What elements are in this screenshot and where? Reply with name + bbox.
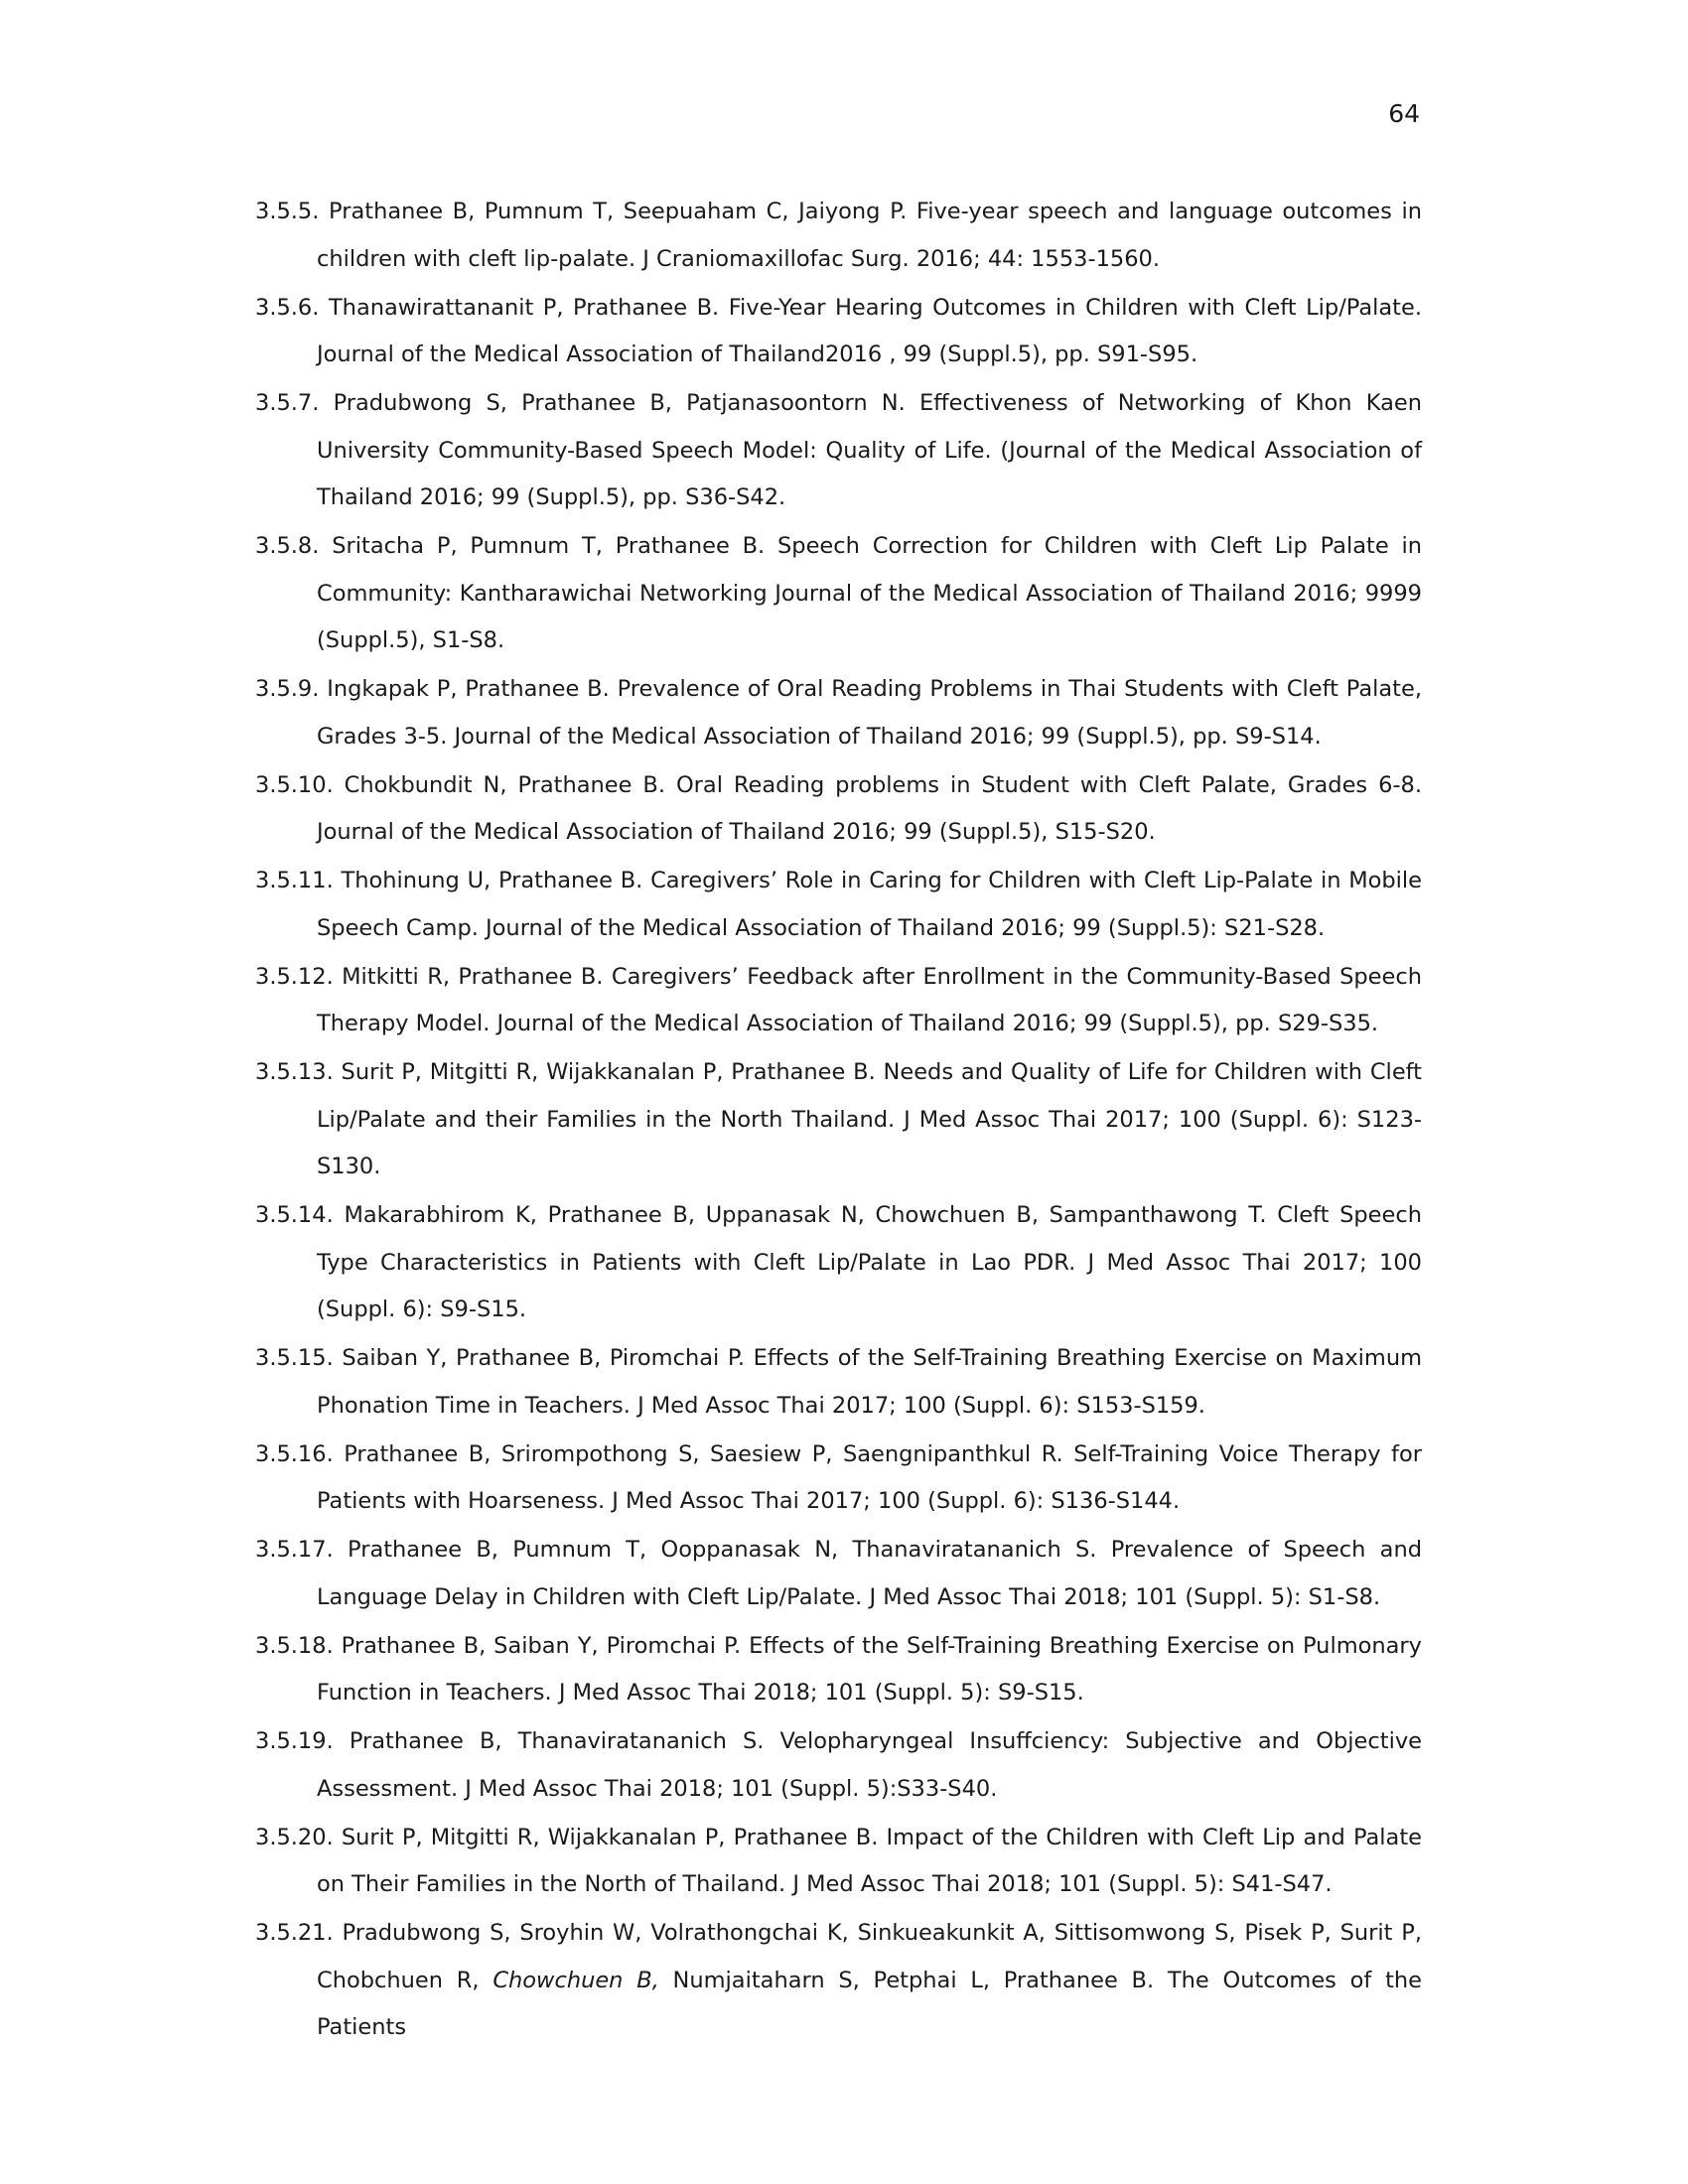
reference-number: 3.5.13. [255, 1059, 334, 1085]
reference-number: 3.5.19. [255, 1728, 334, 1754]
reference-item [255, 1192, 1422, 1334]
reference-text: Sritacha P, Pumnum T, Prathanee B. Speech Correction for Children with Cleft Lip Palate in Community: Kantharawichai Networking Journal of the Medical Association of Thailand 2016; 9999 (Suppl.5), S1-S8. [317, 533, 1422, 653]
reference-text: Saiban Y, Prathanee B, Piromchai P. Effects of the Self-Training Breathing Exercise on Maximum Phonation Time in Teachers. J Med Assoc Thai 2017; 100 (Suppl. 6): S153-S159. [317, 1345, 1422, 1419]
reference-number: 3.5.20. [255, 1824, 334, 1850]
reference-number: 3.5.15. [255, 1345, 334, 1371]
page-number: 64 [1388, 99, 1420, 128]
reference-text: Prathanee B, Saiban Y, Piromchai P. Effects of the Self-Training Breathing Exercise on Pulmonary Function in Teachers. J Med Assoc Thai 2018; 101 (Suppl. 5): S9-S15. [317, 1632, 1422, 1706]
reference-text: Makarabhirom K, Prathanee B, Uppanasak N, Chowchuen B, Sampanthawong T. Cleft Speech Type Characteristics in Patients with Cleft Lip/Palate in Lao PDR. J Med Assoc Thai 2017; 100 (Suppl. 6): S9-S15. [317, 1202, 1422, 1322]
reference-text-after: Numjaitaharn S, Petphai L, Prathanee B. The Outcomes of the Patients [317, 1967, 1423, 2040]
reference-item [255, 380, 1422, 522]
reference-item [255, 1718, 1422, 1813]
reference-number: 3.5.5. [255, 199, 320, 224]
reference-item [255, 1335, 1422, 1430]
reference-item [255, 1623, 1422, 1717]
reference-item [255, 666, 1422, 760]
reference-item [255, 1527, 1422, 1621]
reference-text: Mitkitti R, Prathanee B. Caregivers’ Feedback after Enrollment in the Community-Based Speech Therapy Model. Journal of the Medical Association of Thailand 2016; 99 (Suppl.5), pp. S29-S35. [317, 963, 1422, 1036]
reference-text: Prathanee B, Pumnum T, Ooppanasak N, Thanaviratananich S. Prevalence of Speech and Language Delay in Children with Cleft Lip/Palate. J Med Assoc Thai 2018; 101 (Suppl. 5): S1-S8. [317, 1537, 1422, 1610]
reference-number: 3.5.9. [255, 676, 320, 702]
reference-number: 3.5.6. [255, 294, 320, 321]
reference-list [255, 189, 1422, 2053]
reference-text-before: Pradubwong S, Sroyhin W, Volrathongchai K, Sinkueakunkit A, Sittisomwong S, Pisek P, Surit P, Chobchuen R, [317, 1920, 1423, 1993]
reference-number: 3.5.8. [255, 533, 320, 559]
reference-text: Pradubwong S, Prathanee B, Patjanasoontorn N. Effectiveness of Networking of Khon Kaen University Community-Based Speech Model: Quality of Life. (Journal of the Medical Association of Thailand 2016; 99 (Suppl.5), pp. S36-S42. [317, 390, 1422, 510]
reference-text: Thohinung U, Prathanee B. Caregivers’ Role in Caring for Children with Cleft Lip-Palate in Mobile Speech Camp. Journal of the Medical Association of Thailand 2016; 99 (Suppl.5): S21-S28. [317, 868, 1423, 941]
reference-text: Prathanee B, Thanaviratananich S. Velopharyngeal Insuffciency: Subjective and Objective Assessment. J Med Assoc Thai 2018; 101 (Suppl. 5):S33-S40. [317, 1728, 1422, 1802]
reference-number: 3.5.17. [255, 1537, 334, 1563]
reference-number: 3.5.7. [255, 390, 320, 416]
reference-number: 3.5.10. [255, 771, 334, 798]
reference-item [255, 523, 1422, 665]
reference-item [255, 1049, 1422, 1191]
reference-item [255, 285, 1422, 379]
reference-item [255, 1815, 1422, 1909]
reference-text: Prathanee B, Srirompothong S, Saesiew P, Saengnipanthkul R. Self-Training Voice Therapy for Patients with Hoarseness. J Med Assoc Thai 2017; 100 (Suppl. 6): S136-S144. [317, 1440, 1422, 1514]
reference-item [255, 1432, 1422, 1526]
reference-text: Surit P, Mitgitti R, Wijakkanalan P, Prathanee B. Impact of the Children with Cleft Lip and Palate on Their Families in the North of Thailand. J Med Assoc Thai 2018; 101 (Suppl. 5): S41-S47. [317, 1824, 1423, 1897]
reference-text: Prathanee B, Pumnum T, Seepuaham C, Jaiyong P. Five-year speech and language outcomes in children with cleft lip-palate. J Craniomaxillofac Surg. 2016; 44: 1553-1560. [317, 199, 1423, 272]
reference-text: Chokbundit N, Prathanee B. Oral Reading problems in Student with Cleft Palate, Grades 6-8. Journal of the Medical Association of Thailand 2016; 99 (Suppl.5), S15-S20. [317, 771, 1423, 845]
reference-number: 3.5.16. [255, 1440, 334, 1467]
reference-item [255, 858, 1422, 952]
reference-number: 3.5.14. [255, 1202, 334, 1228]
reference-author-italic: Chowchuen B, [492, 1967, 659, 1993]
reference-text: Surit P, Mitgitti R, Wijakkanalan P, Prathanee B. Needs and Quality of Life for Children with Cleft Lip/Palate and their Families in the North Thailand. J Med Assoc Thai 2017; 100 (Suppl. 6): S123-S130. [317, 1059, 1423, 1179]
reference-item [255, 1910, 1422, 2052]
reference-number: 3.5.12. [255, 963, 334, 990]
reference-number: 3.5.21. [255, 1920, 334, 1946]
reference-number: 3.5.18. [255, 1632, 334, 1659]
reference-item [255, 189, 1422, 283]
reference-text: Ingkapak P, Prathanee B. Prevalence of Oral Reading Problems in Thai Students with Cleft Palate, Grades 3-5. Journal of the Medical Association of Thailand 2016; 99 (Suppl.5), pp. S9-S14. [317, 676, 1423, 750]
reference-item [255, 762, 1422, 857]
reference-item [255, 954, 1422, 1048]
reference-text: Thanawirattananit P, Prathanee B. Five-Year Hearing Outcomes in Children with Cleft Lip/Palate. Journal of the Medical Association of Thailand2016 , 99 (Suppl.5), pp. S91-S95. [317, 294, 1422, 367]
reference-number: 3.5.11. [255, 868, 334, 893]
